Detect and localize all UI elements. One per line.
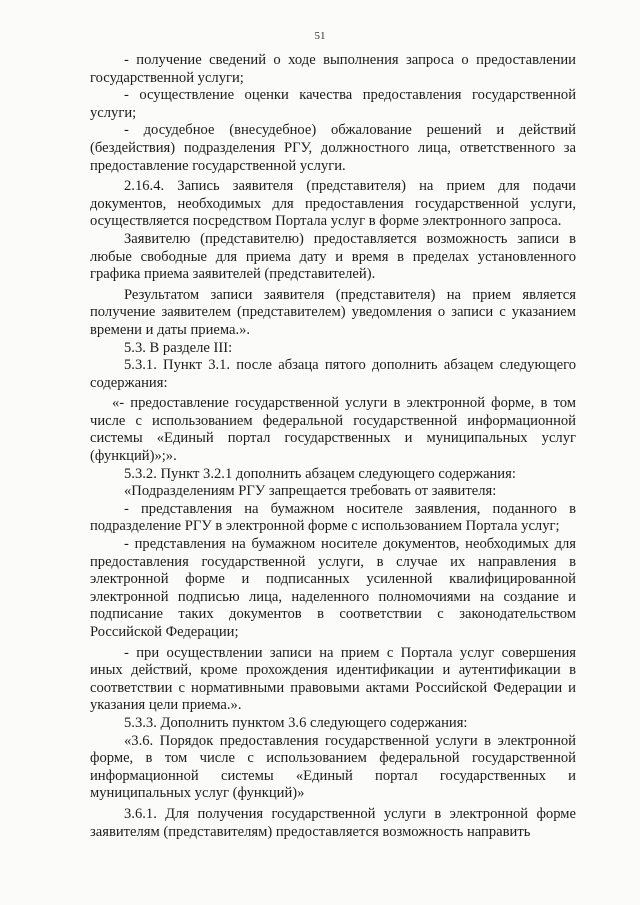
paragraph-prohibition-application: - представления на бумажном носителе заявления, поданного в подразделение РГУ в электронной форме с использованием Портала услуг; [90, 500, 576, 535]
paragraph-appointment-result: Результатом записи заявителя (представителя) на прием является получение заявителем (представителем) уведомления о записи с указанием времени и даты приема.». [90, 286, 576, 338]
paragraph-appointment-option: Заявителю (представителю) предоставляется возможность записи в любые свободные для приема дату и время в пределах установленного графика приема заявителей (представителей). [90, 230, 576, 283]
paragraph-5-3-1: 5.3.1. Пункт 3.1. после абзаца пятого дополнить абзацем следующего содержания: [90, 357, 576, 391]
paragraph-status-info: - получение сведений о ходе выполнения запроса о предоставлении государственной услуги; [90, 52, 576, 86]
paragraph-quality-assessment: - осуществление оценки качества предоставления государственной услуги; [90, 87, 576, 121]
paragraph-appeal: - досудебное (внесудебное) обжалование решений и действий (бездействия) подразделения РГУ, должностного лица, ответственного за предоставление государственной услуги. [90, 122, 576, 174]
paragraph-quote-electronic-form: «- предоставление государственной услуги в электронной форме, в том числе с использованием федеральной государственной информационной системы «Единый портал государственных и муниципальных услуг (функций)»;». [90, 395, 576, 465]
paragraph-prohibition-documents: - представления на бумажном носителе документов, необходимых для предоставления государственной услуги, в случае их направления в электронной форме и подписанных усиленной квалифицированной электронной подписью лица, наделенного полномочиями на создание и подписание таких документов в соответствии с законодательством Российской Федерации; [90, 536, 576, 640]
paragraph-2-16-4: 2.16.4. Запись заявителя (представителя) на прием для подачи документов, необходимых для предоставления государственной услуги, осуществляется посредством Портала услуг в форме электронного запроса. [90, 178, 576, 230]
paragraph-prohibition-other-actions: - при осуществлении записи на прием с Портала услуг совершения иных действий, кроме прохождения идентификации и аутентификации в соответствии с нормативными правовыми актами Российской Федерации и указания цели приема.». [90, 644, 576, 714]
paragraph-prohibitions: «Подразделениям РГУ запрещается требовать от заявителя: [124, 483, 497, 500]
paragraph-5-3: 5.3. В разделе III: [124, 339, 233, 356]
paragraph-3-6-1: 3.6.1. Для получения государственной услуги в электронной форме заявителям (представителям) предоставляется возможность направить [90, 805, 576, 840]
document-body [90, 52, 576, 841]
page-number: 51 [314, 30, 326, 42]
paragraph-5-3-2: 5.3.2. Пункт 3.2.1 дополнить абзацем следующего содержания: [124, 465, 516, 482]
paragraph-5-3-3: 5.3.3. Дополнить пунктом 3.6 следующего содержания: [124, 714, 468, 731]
paragraph-3-6: «3.6. Порядок предоставления государственной услуги в электронной форме, в том числе с использованием федеральной государственной информационной системы «Единый портал государственных и муниципальных услуг (функций)» [90, 732, 576, 802]
